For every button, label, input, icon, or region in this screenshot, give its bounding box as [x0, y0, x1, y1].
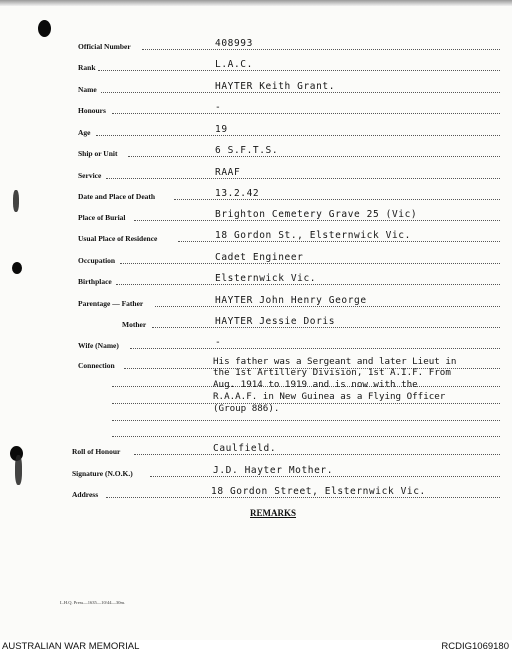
field-rank: [0, 59, 512, 73]
field-value: HAYTER John Henry George: [215, 295, 367, 306]
field-usual-residence: [0, 230, 512, 244]
field-label: Wife (Name): [78, 341, 119, 350]
dotted-line: [106, 178, 500, 179]
dotted-line: [150, 476, 500, 477]
dotted-line: [112, 113, 500, 114]
field-age: [0, 124, 512, 138]
field-label: Signature (N.O.K.): [72, 469, 133, 478]
field-value: Elsternwick Vic.: [215, 273, 317, 284]
field-value: 6 S.F.T.S.: [215, 145, 279, 156]
field-service: [0, 167, 512, 181]
field-value: HAYTER Jessie Doris: [215, 316, 336, 327]
dotted-line: [120, 263, 500, 264]
field-signature: [0, 465, 512, 479]
field-value: 13.2.42: [215, 188, 260, 199]
dotted-line: [106, 497, 500, 498]
field-place-of-burial: [0, 209, 512, 223]
field-value: L.A.C.: [215, 59, 253, 70]
dotted-line: [112, 436, 500, 437]
field-label: Connection: [78, 361, 115, 370]
dotted-line: [112, 420, 500, 421]
field-label: Place of Burial: [78, 213, 126, 222]
connection-line: (Group 886).: [213, 403, 280, 414]
field-value: RAAF: [215, 167, 241, 178]
dotted-line: [152, 327, 500, 328]
field-birthplace: [0, 273, 512, 287]
field-value: Cadet Engineer: [215, 252, 304, 263]
footer-bar: [0, 640, 512, 654]
dotted-line: [142, 49, 500, 50]
field-label: Parentage — Father: [78, 299, 144, 308]
dotted-line: [134, 220, 500, 221]
field-value: 18 Gordon Street, Elsternwick Vic.: [211, 486, 426, 497]
field-mother: [0, 316, 512, 330]
connection-line: His father was a Sergeant and later Lieut in: [213, 356, 457, 367]
field-label: Date and Place of Death: [78, 192, 156, 201]
field-roll-of-honour: [0, 443, 512, 457]
field-value: 19: [215, 124, 228, 135]
field-label: Usual Place of Residence: [78, 234, 158, 243]
field-label: Service: [78, 171, 102, 180]
field-official-number: [0, 38, 512, 52]
field-value: HAYTER Keith Grant.: [215, 81, 336, 92]
dotted-line: [96, 135, 500, 136]
field-label: Ship or Unit: [78, 149, 118, 158]
dotted-line: [101, 92, 500, 93]
field-name: [0, 81, 512, 95]
footer-record-id: RCDIG1069180: [441, 641, 509, 652]
remarks-heading: REMARKS: [250, 508, 297, 518]
dotted-line: [128, 156, 500, 157]
printer-imprint: L.H.Q. Press—1635—10/44—30m.: [60, 600, 126, 605]
field-value: Brighton Cemetery Grave 25 (Vic): [215, 209, 418, 220]
field-label: Mother: [122, 320, 147, 329]
field-value: 408993: [215, 38, 253, 49]
connection-line: R.A.A.F. in New Guinea as a Flying Officer: [213, 391, 446, 402]
field-label: Official Number: [78, 42, 131, 51]
field-ship-or-unit: [0, 145, 512, 159]
connection-line: the 1st Artillery Division, 1st A.I.F. From: [213, 367, 451, 378]
field-father: [0, 295, 512, 309]
field-value: -: [215, 337, 222, 348]
field-value: -: [215, 102, 222, 113]
field-wife: [0, 337, 512, 351]
field-value: Caulfield.: [213, 443, 277, 454]
field-occupation: [0, 252, 512, 266]
field-address: [0, 486, 512, 500]
scan-edge: [0, 0, 512, 6]
field-date-place-death: [0, 188, 512, 202]
dotted-line: [98, 70, 500, 71]
field-value: 18 Gordon St., Elsternwick Vic.: [215, 230, 411, 241]
field-label: Honours: [78, 106, 106, 115]
field-value: J.D. Hayter Mother.: [213, 465, 334, 476]
dotted-line: [134, 454, 500, 455]
connection-line: Aug. 1914 to 1919 and is now with the: [213, 379, 418, 390]
field-label: Name: [78, 85, 97, 94]
field-honours: [0, 102, 512, 116]
field-label: Birthplace: [78, 277, 112, 286]
field-label: Rank: [78, 63, 96, 72]
dotted-line: [155, 306, 500, 307]
dotted-line: [130, 348, 500, 349]
field-label: Age: [78, 128, 91, 137]
dotted-line: [116, 284, 500, 285]
field-label: Address: [72, 490, 99, 499]
dotted-line: [178, 241, 500, 242]
field-label: Roll of Honour: [72, 447, 121, 456]
dotted-line: [174, 199, 500, 200]
dotted-line: [112, 403, 500, 404]
punch-hole: [38, 20, 51, 37]
field-label: Occupation: [78, 256, 116, 265]
footer-institution: AUSTRALIAN WAR MEMORIAL: [2, 641, 140, 652]
